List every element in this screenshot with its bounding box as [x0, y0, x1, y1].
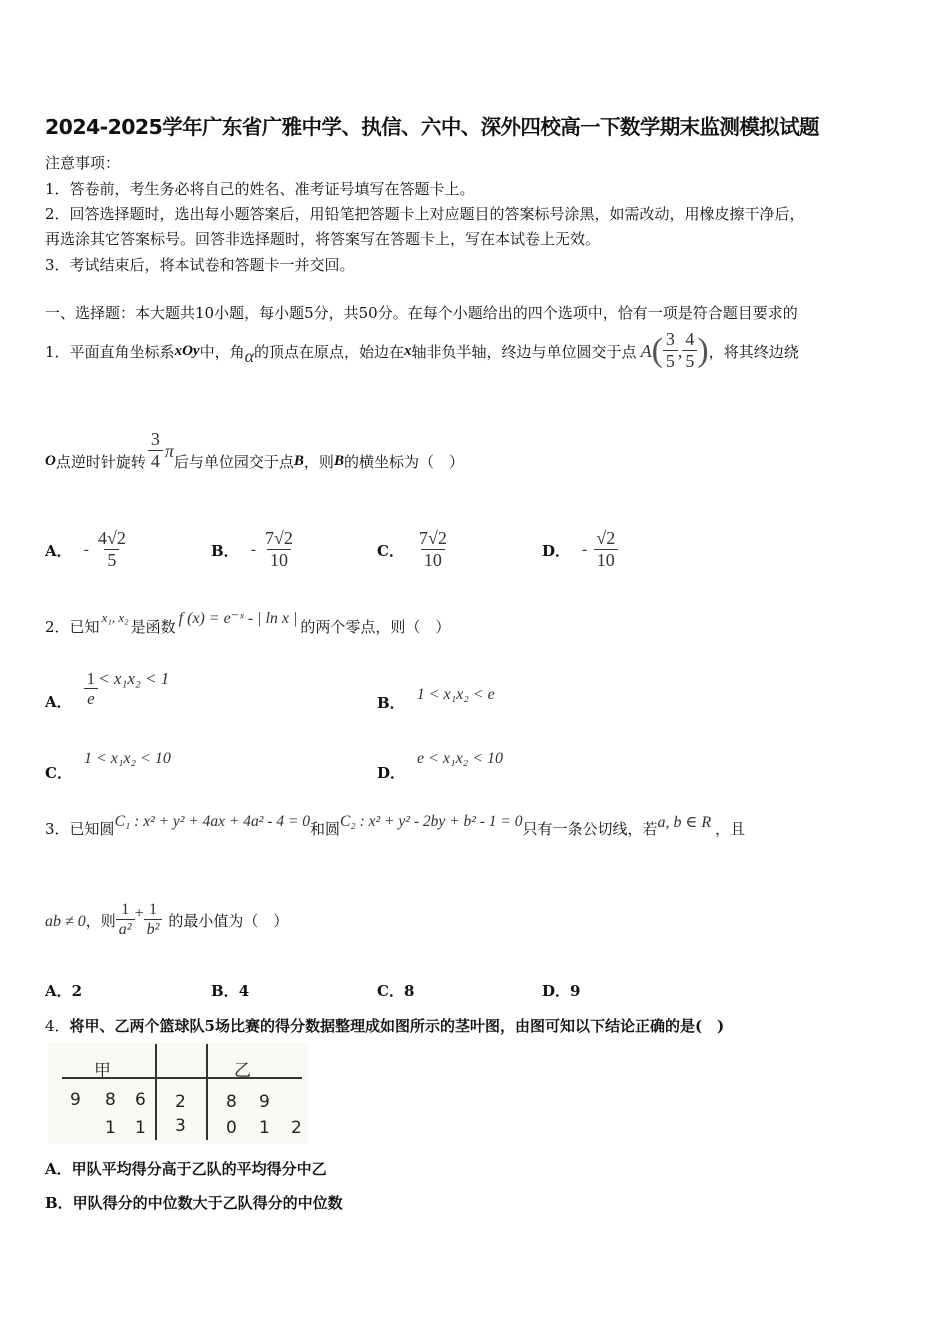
notice-item-1: 1．答卷前，考生务必将自己的姓名、准考证号填写在答题卡上。 — [45, 180, 475, 198]
q2-function: f (x) = e⁻ˣ - | ln x | — [178, 610, 298, 627]
q2-option-b[interactable]: B． 1 < x₁x₂ < e — [377, 685, 495, 712]
q1-option-a-value: $\frac{4√2}{5}$ — [97, 528, 126, 571]
q3-option-b[interactable]: B．4 — [211, 982, 250, 1000]
q3-circle-2: C₂ : x² + y² - 2by + b² - 1 = 0 — [340, 813, 523, 830]
q3-text: 的最小值为（ ） — [168, 911, 289, 930]
q2-vars: x₁, x₂ — [101, 610, 129, 625]
q2-text: 是函数 — [130, 617, 176, 636]
q2-text: 已知 — [69, 617, 100, 636]
q2-option-d-value: e < x₁x₂ < 10 — [417, 749, 504, 767]
q3-condition: a, b ∈ R — [657, 814, 712, 831]
q2-option-d[interactable]: D． e < x₁x₂ < 10 — [377, 749, 504, 782]
stem-leaf-leaf: 6 — [135, 1090, 146, 1110]
q3-circle-1: C₁ : x² + y² + 4ax + 4a² - 4 = 0 — [114, 813, 311, 830]
q2-number: 2． — [45, 617, 70, 636]
q1-text: 后与单位园交于点 — [173, 452, 294, 471]
stem-leaf-leaf: 9 — [70, 1090, 81, 1110]
q1-point-b: B — [333, 452, 344, 469]
q1-option-b-value: $\frac{7√2}{10}$ — [265, 528, 293, 571]
q1-origin: O — [45, 452, 56, 469]
q2-option-a-fraction: $\frac{1}{e}$ — [84, 669, 99, 710]
stem-leaf-leaf: 0 — [226, 1118, 237, 1138]
q3-text: ，且 — [715, 819, 746, 838]
question-1-line2 — [45, 429, 464, 486]
stem-leaf-plot — [48, 1042, 308, 1144]
q1-a-x-fraction: $\frac{3}{5}$ — [663, 329, 678, 372]
stem-leaf-stem: 2 — [175, 1092, 186, 1112]
q3-fraction-1: $\frac{1}{\text{a²}}$ — [116, 901, 135, 940]
q1-option-d[interactable]: D． - $\frac{√2}{10}$ — [542, 522, 618, 578]
q1-text: 的横坐标为（ ） — [343, 452, 464, 471]
q1-text: 的顶点在原点，始边在 — [254, 342, 405, 361]
q2-option-a-value: < x₁x₂ < 1 — [98, 669, 170, 688]
q4-text: 将甲、乙两个篮球队5场比赛的得分数据整理成如图所示的茎叶图，由图可知以下结论正确的是( ) — [69, 1017, 725, 1035]
q1-alpha: α — [244, 345, 255, 366]
q1-text: 轴非负半轴，终边与单位圆交于点 — [411, 342, 637, 361]
q2-option-c[interactable]: C． 1 < x₁x₂ < 10 — [45, 749, 171, 782]
q1-text: ，将其终边绕 — [708, 342, 799, 361]
q1-text: 点逆时针旋转 — [55, 452, 146, 471]
q3-fraction-2: $\frac{1}{\text{b²}}$ — [144, 901, 163, 940]
q4-number: 4． — [45, 1017, 70, 1035]
q3-option-d[interactable]: D．9 — [542, 982, 581, 1000]
notice-item-2-cont: 再选涂其它答案标号。回答非选择题时，将答案写在答题卡上，写在本试卷上无效。 — [45, 230, 601, 248]
q3-number: 3． — [45, 819, 70, 838]
q4-option-a[interactable]: A．甲队平均得分高于乙队的平均得分中乙 — [45, 1160, 327, 1178]
q1-a-y-fraction: $\frac{4}{5}$ — [682, 329, 697, 372]
q1-point-a: A — [640, 340, 652, 361]
stem-leaf-leaf: 1 — [105, 1118, 116, 1138]
q1-number: 1． — [45, 342, 70, 361]
stem-leaf-leaf: 1 — [259, 1118, 270, 1138]
q3-text: 已知圆 — [69, 819, 115, 838]
stem-leaf-header-jia: 甲 — [94, 1061, 111, 1081]
q3-text: 和圆 — [310, 819, 341, 838]
question-2 — [45, 608, 450, 644]
q1-xoy: xOy — [174, 342, 200, 359]
q1-option-a[interactable]: A． - $\frac{4√2}{5}$ — [45, 522, 129, 578]
q2-text: 的两个零点，则（ ） — [300, 617, 451, 636]
page-title: 2024-2025学年广东省广雅中学、执信、六中、深外四校高一下数学期末监测模拟试题 — [45, 115, 819, 139]
q4-option-b[interactable]: B．甲队得分的中位数大于乙队得分的中位数 — [45, 1194, 343, 1212]
stem-leaf-leaf: 2 — [291, 1118, 302, 1138]
q2-option-a[interactable]: A． $\frac{1}{e}$ < x₁x₂ < 1 — [45, 668, 170, 711]
q1-x: x — [404, 342, 412, 359]
question-3-line2: ab ≠ 0 ，则 $\frac{1}{\text{a²}}$ + $\frac{1}{\text{b²}}$ 的最小值为（ ） — [45, 900, 289, 939]
q1-text: 平面直角坐标系 — [69, 342, 175, 361]
q1-rotation-fraction: $\frac{3}{4}$ — [148, 429, 163, 472]
q3-ab: ab ≠ 0 — [45, 913, 86, 930]
question-1-line1: 1． 平面直角坐标系 xOy 中，角 α 的顶点在原点，始边在 x 轴非负半轴，终边与单位圆交于点 A ( $\frac{3}{5}$ , $\frac{4}{5}$ ) ，将其终边绕 — [45, 329, 799, 372]
q1-text: ，则 — [303, 452, 334, 471]
q1-text: 中，角 — [199, 342, 245, 361]
q3-option-a[interactable]: A．2 — [45, 982, 83, 1000]
notice-item-2: 2．回答选择题时，选出每小题答案后，用铅笔把答题卡上对应题目的答案标号涂黑，如需改动，用橡皮擦干净后， — [45, 205, 805, 223]
q1-pi: π — [164, 440, 174, 461]
q1-option-b[interactable]: B． - $\frac{7√2}{10}$ — [211, 522, 296, 578]
section-heading: 一、选择题：本大题共10小题，每小题5分，共50分。在每个小题给出的四个选项中，恰有一项是符合题目要求的 — [45, 304, 798, 322]
question-4 — [45, 1015, 724, 1036]
stem-leaf-header-yi: 乙 — [234, 1061, 251, 1081]
stem-leaf-stem: 3 — [175, 1116, 186, 1136]
q1-option-c[interactable]: C． $\frac{7√2}{10}$ — [377, 522, 450, 578]
stem-leaf-leaf: 1 — [135, 1118, 146, 1138]
q1-option-d-value: $\frac{√2}{10}$ — [593, 528, 618, 571]
q2-option-c-value: 1 < x₁x₂ < 10 — [83, 749, 171, 767]
q2-option-b-value: 1 < x₁x₂ < e — [416, 685, 495, 703]
question-3-line1 — [45, 808, 745, 848]
stem-leaf-leaf: 8 — [226, 1092, 237, 1112]
q1-point-b: B — [293, 452, 304, 469]
notice-heading: 注意事项： — [45, 154, 121, 172]
stem-leaf-leaf: 9 — [259, 1092, 270, 1112]
q3-text: ，则 — [85, 911, 116, 930]
q1-option-c-value: $\frac{7√2}{10}$ — [418, 528, 447, 571]
notice-item-3: 3．考试结束后，将本试卷和答题卡一并交回。 — [45, 256, 355, 274]
q3-option-c[interactable]: C．8 — [377, 982, 415, 1000]
stem-leaf-leaf: 8 — [105, 1090, 116, 1110]
q3-text: 只有一条公切线，若 — [522, 819, 658, 838]
